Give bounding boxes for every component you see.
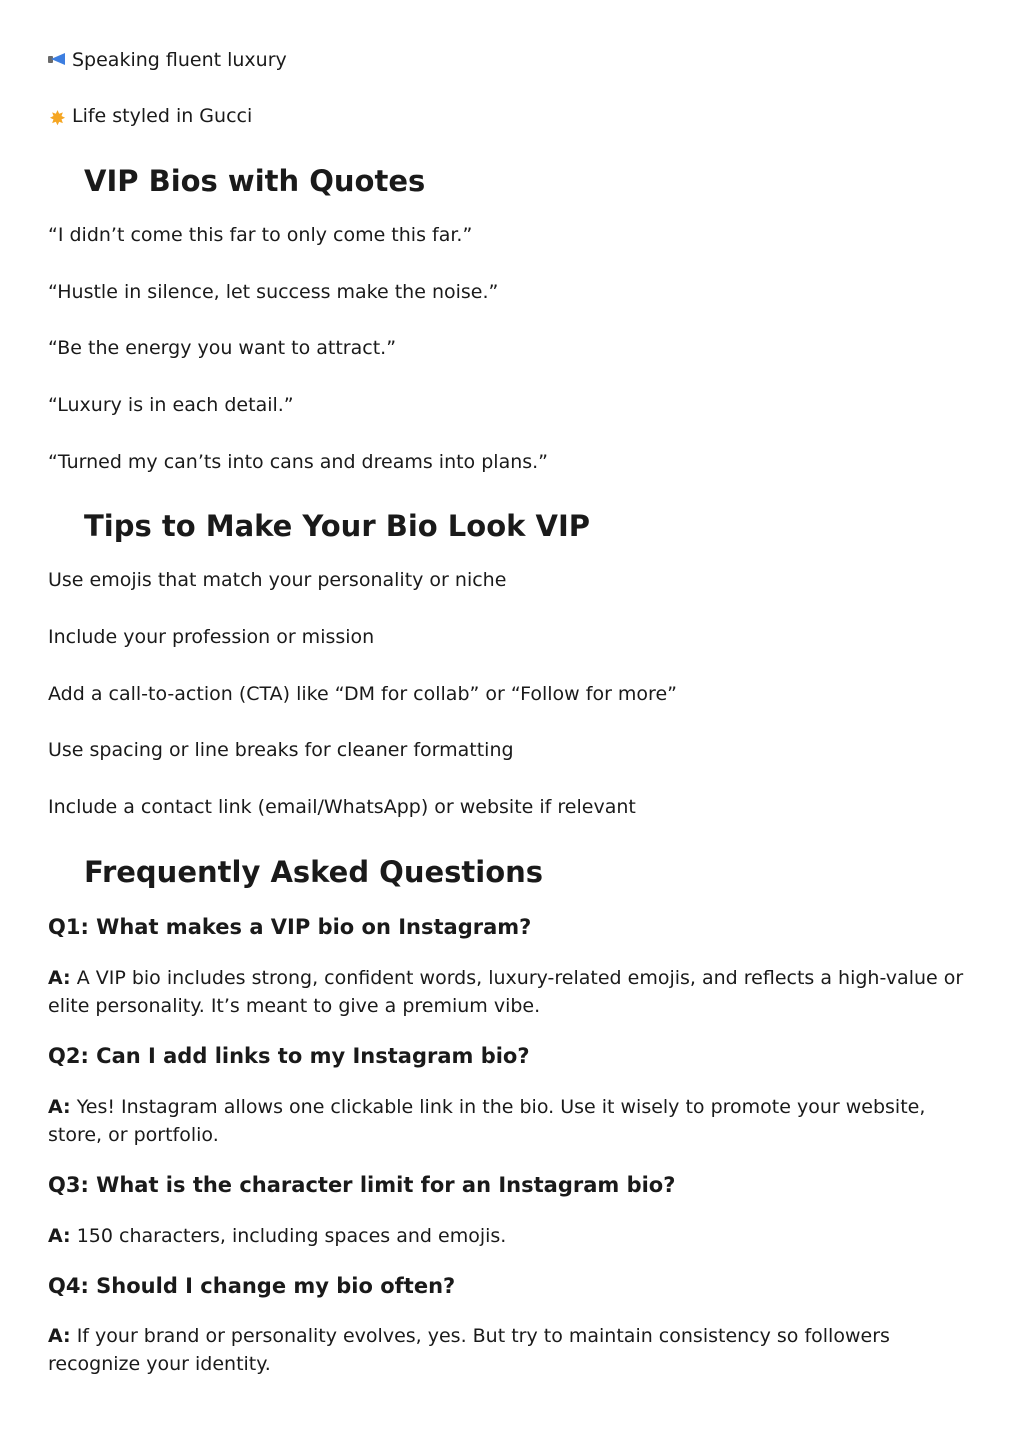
faq-answer [48, 1093, 973, 1149]
answer-prefix: A: [48, 1325, 71, 1347]
quote-item: “Be the energy you want to attract.” [48, 337, 397, 359]
megaphone-icon [48, 50, 67, 69]
answer-prefix: A: [48, 1096, 71, 1118]
faq-answer [48, 964, 973, 1020]
answer-prefix: A: [48, 1225, 71, 1247]
tip-item: Use spacing or line breaks for cleaner formatting [48, 739, 514, 761]
quote-item: “Turned my can’ts into cans and dreams into plans.” [48, 451, 549, 473]
tip-item: Include a contact link (email/WhatsApp) or website if relevant [48, 796, 636, 818]
faq-answer-text: If your brand or personality evolves, yes. But try to maintain consistency so followers recognize your identity. [48, 1325, 890, 1375]
section-heading-faq: Frequently Asked Questions [84, 855, 544, 889]
faq-answer [48, 1222, 973, 1250]
tip-item: Add a call-to-action (CTA) like “DM for collab” or “Follow for more” [48, 683, 677, 705]
faq-answer-text: A VIP bio includes strong, confident words, luxury-related emojis, and reflects a high-value or elite personality. It’s meant to give a premium vibe. [48, 967, 964, 1017]
faq-question: Q4: Should I change my bio often? [48, 1274, 456, 1298]
section-heading-quotes: VIP Bios with Quotes [84, 164, 426, 198]
intro-line-text: Speaking fluent luxury [72, 49, 287, 71]
answer-prefix: A: [48, 967, 71, 989]
quote-item: “Luxury is in each detail.” [48, 394, 294, 416]
section-heading-tips: Tips to Make Your Bio Look VIP [84, 509, 590, 543]
faq-answer [48, 1322, 973, 1378]
intro-line-text: Life styled in Gucci [72, 105, 253, 127]
tip-item: Use emojis that match your personality or niche [48, 569, 507, 591]
faq-answer-text: Yes! Instagram allows one clickable link in the bio. Use it wisely to promote your website, store, or portfolio. [48, 1096, 926, 1146]
star-icon: ✸ [49, 106, 66, 130]
intro-line [48, 102, 252, 130]
tip-item: Include your profession or mission [48, 626, 375, 648]
faq-question: Q3: What is the character limit for an Instagram bio? [48, 1173, 676, 1197]
faq-question: Q2: Can I add links to my Instagram bio? [48, 1044, 530, 1068]
faq-answer-text: 150 characters, including spaces and emojis. [76, 1225, 507, 1247]
intro-line [48, 46, 287, 74]
quote-item: “Hustle in silence, let success make the noise.” [48, 281, 499, 303]
quote-item: “I didn’t come this far to only come this far.” [48, 224, 473, 246]
faq-question: Q1: What makes a VIP bio on Instagram? [48, 915, 532, 939]
